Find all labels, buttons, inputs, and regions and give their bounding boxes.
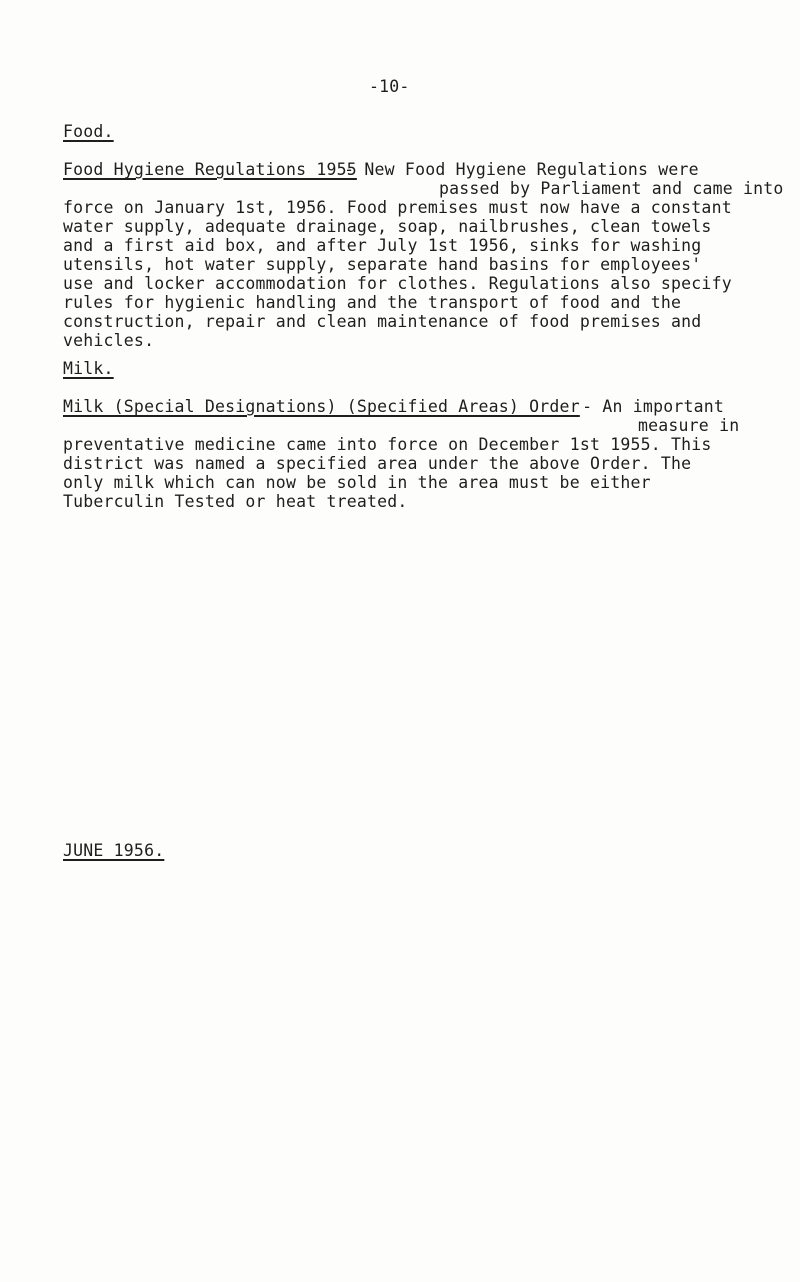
milk-regulation-title: Milk (Special Designations) (Specified Areas) Order [63, 397, 580, 416]
food-line: water supply, adequate drainage, soap, nailbrushes, clean towels [63, 217, 712, 236]
page-number: -10- [369, 77, 410, 96]
food-line: rules for hygienic handling and the transport of food and the [63, 293, 682, 312]
food-line: and a first aid box, and after July 1st 1956, sinks for washing [63, 236, 702, 255]
food-lead-in: - New Food Hygiene Regulations were [334, 160, 699, 179]
food-line: construction, repair and clean maintenance of food premises and [63, 312, 702, 331]
food-line: utensils, hot water supply, separate hand basins for employees' [63, 255, 702, 274]
food-line: use and locker accommodation for clothes. Regulations also specify [63, 274, 732, 293]
food-regulation-title: Food Hygiene Regulations 1955 [63, 160, 357, 179]
milk-line: Tuberculin Tested or heat treated. [63, 492, 408, 511]
milk-line: preventative medicine came into force on December 1st 1955. This [63, 435, 712, 454]
footer-date: JUNE 1956. [63, 841, 165, 860]
milk-lead-in: - An important [572, 397, 725, 416]
food-line: passed by Parliament and came into [439, 179, 784, 198]
milk-line: measure in [638, 416, 740, 435]
food-line: force on January 1st, 1956. Food premises must now have a constant [63, 198, 732, 217]
milk-heading: Milk. [63, 359, 114, 378]
food-line: vehicles. [63, 331, 155, 350]
milk-line: only milk which can now be sold in the area must be either [63, 473, 651, 492]
food-heading: Food. [63, 122, 114, 141]
milk-line: district was named a specified area under the above Order. The [63, 454, 692, 473]
